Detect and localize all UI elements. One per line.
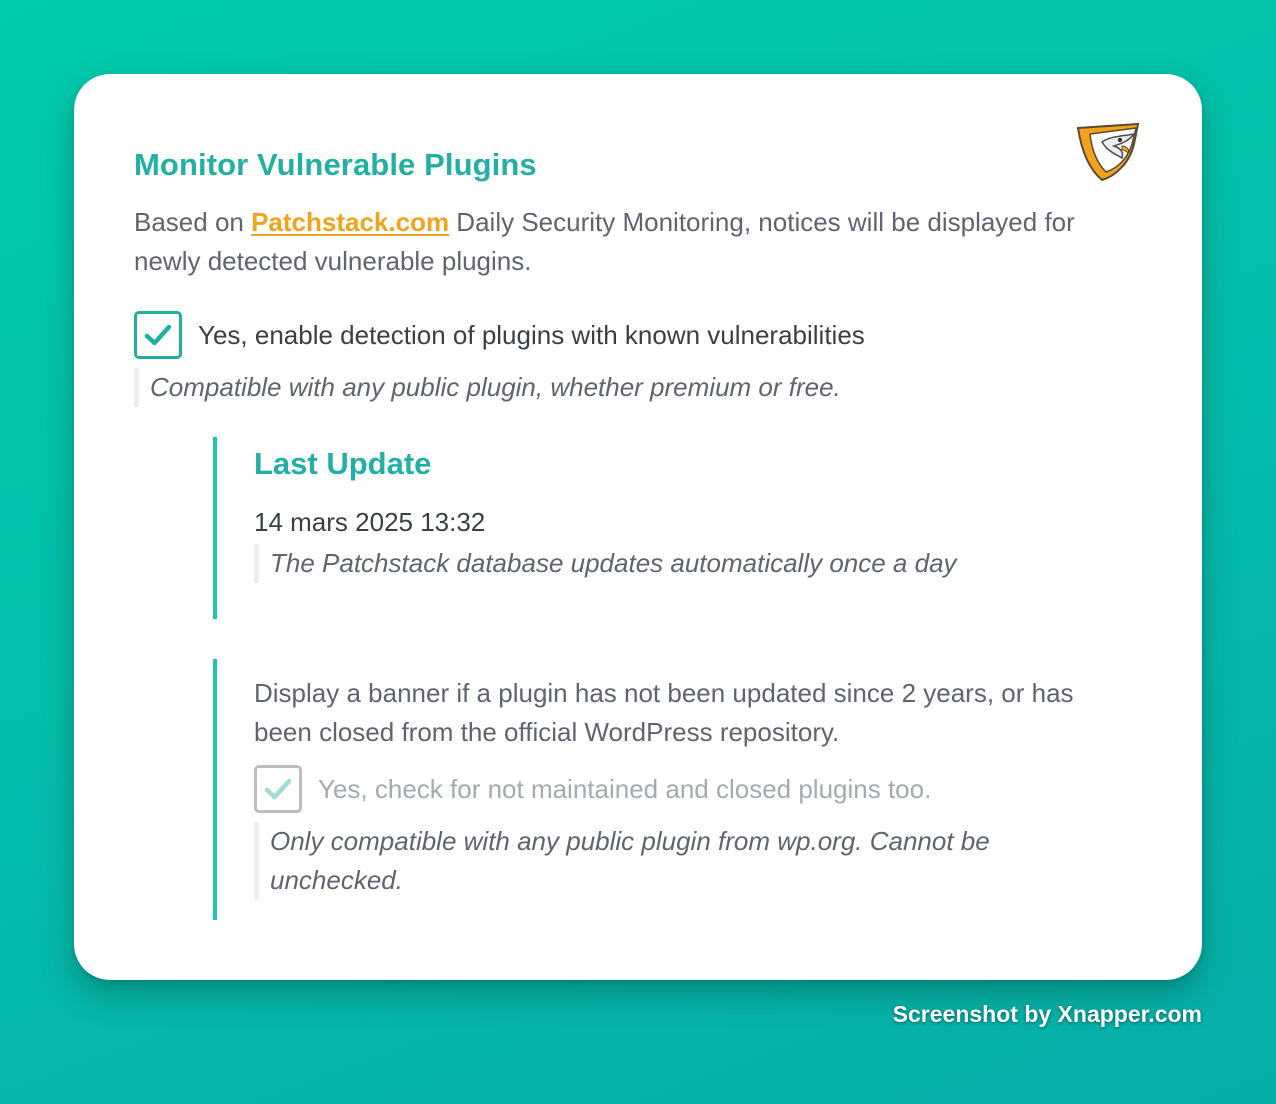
patchstack-link[interactable]: Patchstack.com xyxy=(251,207,450,237)
screenshot-credit: Screenshot by Xnapper.com xyxy=(892,1001,1202,1027)
vulnerability-detection-label[interactable]: Yes, enable detection of plugins with known vulnerabilities xyxy=(198,320,865,350)
checkmark-icon xyxy=(264,776,292,802)
checkmark-icon xyxy=(144,322,172,348)
last-update-date: 14 mars 2025 13:32 xyxy=(254,507,486,537)
last-update-title: Last Update xyxy=(254,446,432,481)
vulnerability-detection-checkbox[interactable] xyxy=(134,311,182,359)
wporg-compatibility-note: Only compatible with any public plugin from wp.org. Cannot be unchecked. xyxy=(254,822,1050,900)
maintenance-description: Display a banner if a plugin has not been updated since 2 years, or has been closed from the official WordPress repository. xyxy=(254,678,1074,747)
settings-card xyxy=(74,74,1202,980)
compatibility-note: Compatible with any public plugin, whether premium or free. xyxy=(134,368,841,407)
intro-paragraph xyxy=(134,203,1124,281)
maintenance-section-bar xyxy=(213,659,217,920)
intro-suffix: Daily Security Monitoring, notices will be displayed for newly detected vulnerable plugins. xyxy=(134,207,1075,276)
eagle-shield-logo-icon xyxy=(1076,122,1144,182)
maintenance-check-label: Yes, check for not maintained and closed plugins too. xyxy=(318,774,932,804)
intro-prefix: Based on xyxy=(134,207,252,237)
last-update-section-bar xyxy=(213,437,217,619)
page-title: Monitor Vulnerable Plugins xyxy=(134,147,537,182)
maintenance-check-checkbox xyxy=(254,765,302,813)
database-update-note: The Patchstack database updates automatically once a day xyxy=(254,544,957,583)
